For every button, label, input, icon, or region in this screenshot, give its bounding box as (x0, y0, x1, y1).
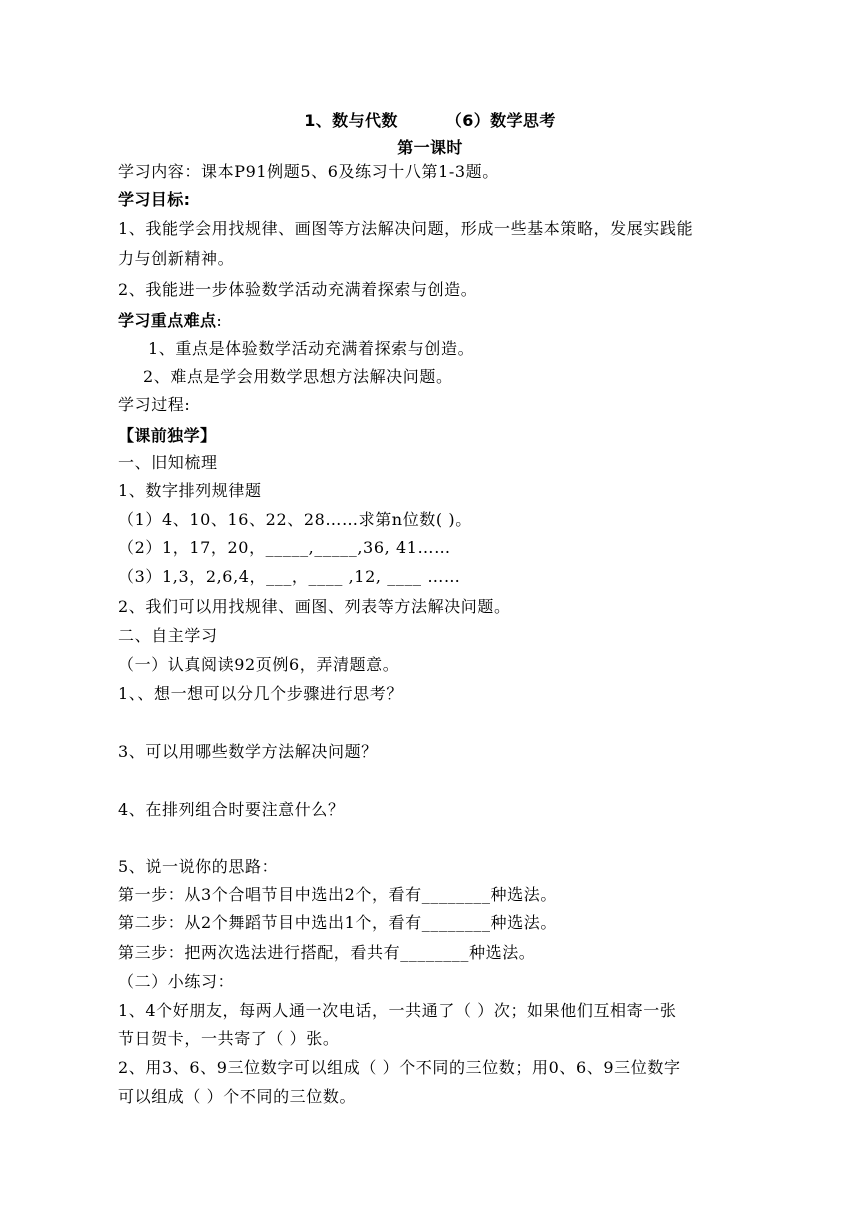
exercise-2-line-2: 可以组成（ ）个不同的三位数。 (118, 1087, 357, 1106)
question-2: （2）1，17，20，_____,_____,36, 41…… (118, 538, 451, 557)
learning-content: 学习内容：课本P91例题5、6及练习十八第1-3题。 (118, 162, 499, 181)
methods-text: 2、我们可以用找规律、画图、列表等方法解决问题。 (118, 597, 511, 616)
goal-1-line-2: 力与创新精神。 (118, 249, 235, 268)
document-title (0, 111, 860, 131)
practice-heading: （二）小练习： (118, 972, 235, 991)
step-1: 第一步：从3个合唱节目中选出2个，看有________种选法。 (118, 885, 557, 904)
step-2: 第二步：从2个舞蹈节目中选出1个，看有________种选法。 (118, 913, 557, 932)
self-study-heading: 二、自主学习 (118, 626, 218, 645)
think-question: 1、、想一想可以分几个步骤进行思考？ (118, 684, 403, 703)
key-heading: 学习重点难点 (118, 311, 217, 330)
exercise-1-line-1: 1、4个好朋友，每两人通一次电话，一共通了（ ）次；如果他们互相寄一张 (118, 1001, 677, 1020)
goals-heading: 学习目标: (118, 190, 191, 209)
exercise-2-line-1: 2、用3、6、9三位数字可以组成（ ）个不同的三位数；用0、6、9三位数字 (118, 1058, 681, 1077)
title-part-2: （6）数学思考 (445, 111, 556, 130)
key-point-1: 1、重点是体验数学活动充满着探索与创造。 (148, 339, 475, 358)
pre-class-heading: 【课前独学】 (118, 426, 217, 445)
question-3: （3）1,3，2,6,4，___，____ ,12, ____ …… (118, 567, 461, 586)
process-heading: 学习过程: (118, 395, 191, 414)
exercise-1-line-2: 节日贺卡，一共寄了（ ）张。 (118, 1029, 340, 1048)
question-1: （1）4、10、16、22、28……求第n位数( )。 (118, 510, 472, 529)
key-heading-colon: : (216, 311, 223, 330)
key-heading-line (118, 311, 222, 331)
goal-1-line-1: 1、我能学会用找规律、画图等方法解决问题，形成一些基本策略，发展实践能 (118, 219, 694, 238)
lesson-subtitle: 第一课时 (397, 138, 463, 157)
pattern-heading: 1、数字排列规律题 (118, 481, 262, 500)
idea-heading: 5、说一说你的思路： (118, 857, 279, 876)
goal-2: 2、我能进一步体验数学活动充满着探索与创造。 (118, 280, 478, 299)
review-heading: 一、旧知梳理 (118, 453, 218, 472)
read-instruction: （一）认真阅读92页例6，弄清题意。 (118, 655, 400, 674)
step-3: 第三步：把两次选法进行搭配，看共有________种选法。 (118, 943, 536, 962)
title-part-1: 1、数与代数 (304, 111, 398, 130)
methods-question: 3、可以用哪些数学方法解决问题？ (118, 742, 378, 761)
attention-question: 4、在排列组合时要注意什么？ (118, 800, 345, 819)
key-point-2: 2、难点是学会用数学思想方法解决问题。 (143, 367, 453, 386)
